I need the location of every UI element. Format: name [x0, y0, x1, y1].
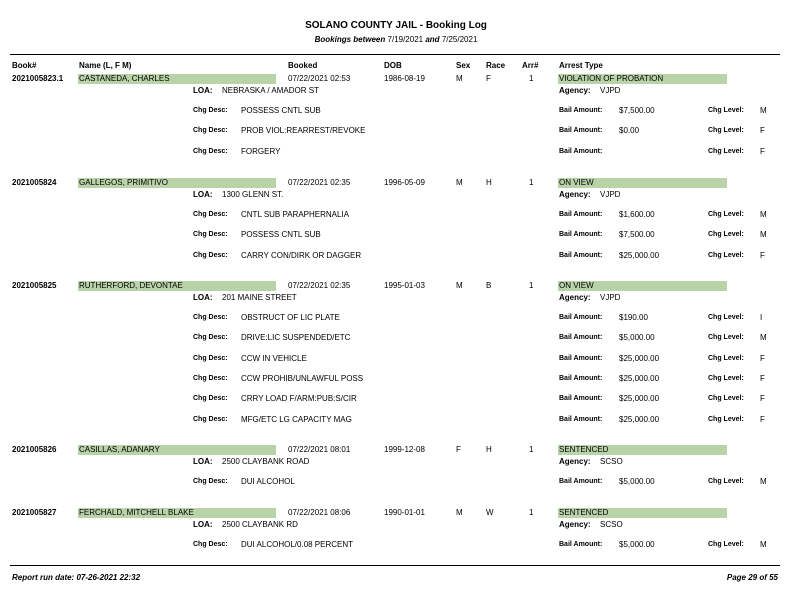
charge-level: I [760, 313, 763, 322]
bail-amount-label: Bail Amount: [559, 147, 603, 155]
bail-amount-label: Bail Amount: [559, 395, 603, 403]
charge-description: CCW IN VEHICLE [241, 353, 307, 363]
bail-amount: $25,000.00 [619, 414, 660, 424]
agency-label: Agency: [559, 86, 591, 95]
bail-amount-label: Bail Amount: [559, 107, 603, 114]
loa-value: 2500 CLAYBANK ROAD [222, 457, 310, 466]
booked-datetime: 07/22/2021 02:53 [288, 74, 351, 83]
bail-amount: $25,000.00 [619, 250, 660, 260]
chg-desc-label: Chg Desc: [193, 541, 228, 548]
inmate-name: FERCHALD, MITCHELL BLAKE [79, 508, 194, 517]
inmate-name: CASTANEDA, CHARLES [79, 74, 170, 83]
date-to: 7/25/2021 [441, 35, 478, 44]
book-number: 2021005825 [12, 281, 57, 290]
charge-description: FORGERY [241, 146, 281, 156]
chg-level-label: Chg Level: [708, 211, 744, 218]
sex: M [456, 281, 463, 290]
bail-amount: $25,000.00 [619, 394, 660, 404]
charge-level: M [760, 540, 767, 549]
loa-label: LOA: [193, 293, 213, 302]
col-book: Book# [12, 61, 37, 70]
charge-description: POSSESS CNTL SUB [241, 106, 321, 115]
col-arrest-type: Arrest Type [559, 61, 603, 70]
booked-datetime: 07/22/2021 08:01 [288, 445, 351, 454]
inmate-name: RUTHERFORD, DEVONTAE [79, 281, 183, 290]
bail-amount-label: Bail Amount: [559, 211, 603, 218]
subtitle-and: and [425, 35, 440, 44]
loa-value: NEBRASKA / AMADOR ST [222, 86, 319, 95]
charge-level: F [760, 146, 765, 156]
loa-label: LOA: [193, 457, 213, 466]
bail-amount-label: Bail Amount: [559, 334, 603, 342]
agency-label: Agency: [559, 520, 591, 529]
dob: 1999-12-08 [384, 445, 425, 454]
chg-desc-label: Chg Desc: [193, 211, 228, 218]
chg-level-label: Chg Level: [708, 127, 744, 135]
chg-desc-label: Chg Desc: [193, 127, 228, 135]
chg-level-label: Chg Level: [708, 478, 744, 485]
charge-level: F [760, 250, 765, 260]
report-run-date: Report run date: 07-26-2021 22:32 [12, 573, 141, 582]
charge-description: DRIVE:LIC SUSPENDED/ETC [241, 333, 351, 343]
loa-label: LOA: [193, 190, 213, 199]
charge-level: M [760, 333, 767, 343]
subtitle-prefix: Bookings between [314, 35, 386, 44]
chg-level-label: Chg Level: [708, 147, 744, 155]
race: W [486, 508, 494, 517]
bail-amount: $7,500.00 [619, 106, 655, 115]
chg-desc-label: Chg Desc: [193, 354, 228, 362]
agency-label: Agency: [559, 457, 591, 466]
agency-label: Agency: [559, 293, 591, 302]
chg-level-label: Chg Level: [708, 415, 744, 423]
bail-amount: $5,000.00 [619, 540, 655, 549]
race: B [486, 281, 492, 290]
agency-value: SCSO [600, 457, 623, 466]
charge-description: POSSESS CNTL SUB [241, 230, 321, 240]
book-number: 2021005826 [12, 445, 57, 454]
dob: 1995-01-03 [384, 281, 425, 290]
charge-level: F [760, 126, 765, 136]
chg-desc-label: Chg Desc: [193, 231, 228, 239]
chg-desc-label: Chg Desc: [193, 147, 228, 155]
charge-description: CNTL SUB PARAPHERNALIA [241, 210, 350, 219]
chg-desc-label: Chg Desc: [193, 478, 228, 485]
agency-value: VJPD [600, 86, 621, 95]
arrest-number: 1 [529, 281, 534, 290]
charge-description: OBSTRUCT OF LIC PLATE [241, 313, 340, 322]
bail-amount-label: Bail Amount: [559, 354, 603, 362]
charge-description: PROB VIOL:REARREST/REVOKE [241, 126, 366, 136]
charge-description: MFG/ETC LG CAPACITY MAG [241, 414, 352, 424]
arrest-type: SENTENCED [559, 445, 609, 454]
report-title: SOLANO COUNTY JAIL - Booking Log [305, 20, 487, 31]
charge-level: F [760, 414, 765, 424]
chg-level-label: Chg Level: [708, 251, 744, 259]
dob: 1996-05-09 [384, 178, 425, 187]
charge-level: F [760, 394, 765, 404]
chg-desc-label: Chg Desc: [193, 314, 228, 321]
booked-datetime: 07/22/2021 02:35 [288, 178, 351, 187]
bail-amount: $25,000.00 [619, 373, 660, 383]
col-sex: Sex [456, 61, 471, 70]
dob: 1990-01-01 [384, 508, 425, 517]
charge-description: DUI ALCOHOL [241, 477, 295, 486]
charge-description: DUI ALCOHOL/0.08 PERCENT [241, 540, 354, 549]
col-booked: Booked [288, 61, 318, 70]
bail-amount: $25,000.00 [619, 353, 660, 363]
bail-amount-label: Bail Amount: [559, 314, 603, 321]
chg-level-label: Chg Level: [708, 314, 744, 321]
bail-amount: $190.00 [619, 313, 648, 322]
report-subtitle [0, 35, 792, 44]
charge-level: M [760, 477, 767, 486]
bail-amount: $0.00 [619, 126, 640, 136]
charge-description: CCW PROHIB/UNLAWFUL POSS [241, 373, 364, 383]
book-number: 2021005824 [12, 178, 57, 187]
chg-desc-label: Chg Desc: [193, 334, 228, 342]
book-number: 2021005823.1 [12, 74, 64, 83]
arrest-number: 1 [529, 508, 534, 517]
chg-level-label: Chg Level: [708, 334, 744, 342]
loa-label: LOA: [193, 520, 213, 529]
chg-desc-label: Chg Desc: [193, 415, 228, 423]
page-number: Page 29 of 55 [726, 573, 778, 582]
bail-amount-label: Bail Amount: [559, 251, 603, 259]
race: F [486, 74, 491, 83]
chg-level-label: Chg Level: [708, 354, 744, 362]
sex: M [456, 74, 463, 83]
agency-value: SCSO [600, 520, 623, 529]
charge-level: F [760, 373, 765, 383]
bail-amount-label: Bail Amount: [559, 127, 603, 135]
arrest-type: ON VIEW [559, 281, 594, 290]
col-race: Race [486, 61, 506, 70]
loa-value: 2500 CLAYBANK RD [222, 520, 298, 529]
charge-level: M [760, 106, 767, 115]
inmate-name: CASILLAS, ADANARY [79, 445, 160, 454]
chg-level-label: Chg Level: [708, 374, 744, 382]
bail-amount: $5,000.00 [619, 477, 655, 486]
booked-datetime: 07/22/2021 08:06 [288, 508, 351, 517]
arrest-number: 1 [529, 74, 534, 83]
chg-level-label: Chg Level: [708, 541, 744, 548]
charge-level: M [760, 210, 767, 219]
col-dob: DOB [384, 61, 402, 70]
header-rule [10, 54, 780, 55]
bail-amount-label: Bail Amount: [559, 541, 603, 548]
chg-desc-label: Chg Desc: [193, 374, 228, 382]
bail-amount: $7,500.00 [619, 230, 655, 240]
agency-label: Agency: [559, 190, 591, 199]
bail-amount-label: Bail Amount: [559, 374, 603, 382]
agency-value: VJPD [600, 293, 621, 302]
dob: 1986-08-19 [384, 74, 425, 83]
agency-value: VJPD [600, 190, 621, 199]
bail-amount: $1,600.00 [619, 210, 655, 219]
chg-level-label: Chg Level: [708, 231, 744, 239]
chg-desc-label: Chg Desc: [193, 395, 228, 403]
footer-rule [10, 565, 780, 566]
col-arr: Arr# [522, 61, 539, 70]
inmate-name: GALLEGOS, PRIMITIVO [79, 178, 168, 187]
arrest-number: 1 [529, 178, 534, 187]
bail-amount-label: Bail Amount: [559, 231, 603, 239]
sex: M [456, 508, 463, 517]
arrest-type: VIOLATION OF PROBATION [559, 74, 664, 83]
race: H [486, 178, 492, 187]
chg-desc-label: Chg Desc: [193, 251, 228, 259]
arrest-number: 1 [529, 445, 534, 454]
charge-description: CRRY LOAD F/ARM:PUB:S/CIR [241, 394, 357, 404]
bail-amount-label: Bail Amount: [559, 478, 603, 485]
arrest-type: SENTENCED [559, 508, 609, 517]
race: H [486, 445, 492, 454]
chg-level-label: Chg Level: [708, 107, 744, 114]
book-number: 2021005827 [12, 508, 57, 517]
arrest-type: ON VIEW [559, 178, 594, 187]
bail-amount: $5,000.00 [619, 333, 655, 343]
sex: M [456, 178, 463, 187]
col-name: Name (L, F M) [79, 61, 132, 70]
chg-desc-label: Chg Desc: [193, 107, 228, 114]
charge-level: F [760, 353, 765, 363]
loa-value: 1300 GLENN ST. [222, 190, 284, 199]
loa-label: LOA: [193, 86, 213, 95]
bail-amount-label: Bail Amount: [559, 415, 603, 423]
charge-description: CARRY CON/DIRK OR DAGGER [241, 250, 362, 260]
booked-datetime: 07/22/2021 02:35 [288, 281, 351, 290]
loa-value: 201 MAINE STREET [222, 293, 297, 302]
chg-level-label: Chg Level: [708, 395, 744, 403]
charge-level: M [760, 230, 767, 240]
sex: F [456, 445, 461, 454]
date-from: 7/19/2021 [387, 35, 424, 44]
